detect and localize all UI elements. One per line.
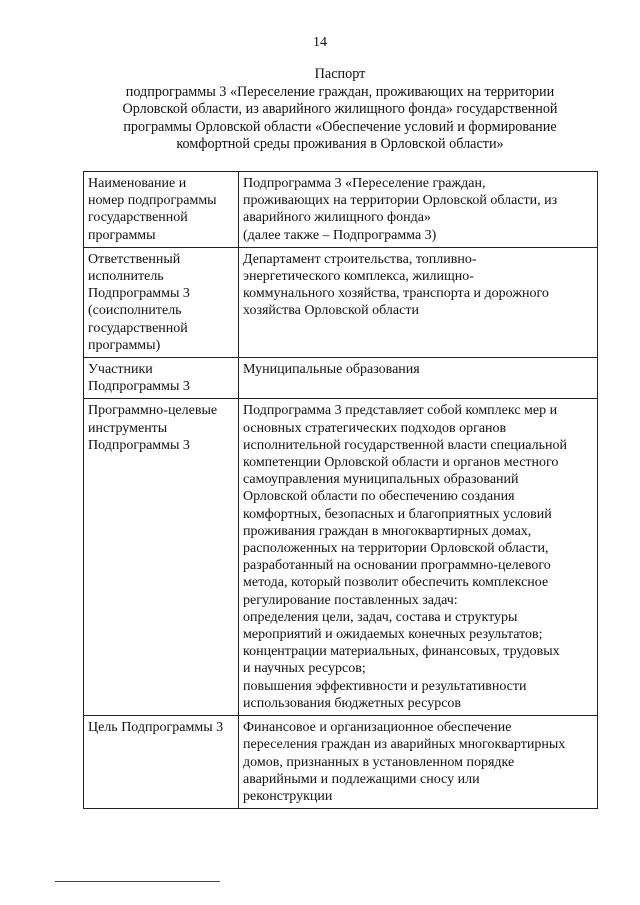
label-line: программы) — [88, 337, 161, 353]
title-line: подпрограммы 3 «Переселение граждан, проживающих на территории — [125, 83, 555, 100]
table-row-name — [84, 172, 598, 248]
value-line: исполнительной государственной власти специальной — [243, 437, 567, 453]
label-line: Подпрограммы 3 — [88, 379, 190, 395]
label-cell — [84, 399, 239, 716]
value-line: Департамент строительства, топливно- — [243, 251, 477, 267]
value-line: метода, который позволит обеспечить комплексное — [243, 575, 549, 591]
value-line: мероприятий и ожидаемых конечных результатов; — [243, 627, 543, 643]
value-line: аварийного жилищного фонда» — [243, 210, 431, 226]
value-cell — [239, 358, 598, 399]
value-line: переселения граждан из аварийных многоквартирных — [243, 737, 566, 753]
label-line: программы — [88, 227, 156, 243]
value-line: реконструкции — [243, 788, 333, 804]
label-line: инструменты — [88, 420, 168, 436]
title-line: программы Орловской области «Обеспечение условий и формирование — [123, 118, 557, 135]
value-line: расположенных на территории Орловской области, — [243, 541, 549, 557]
value-line: коммунального хозяйства, транспорта и дорожного — [243, 286, 549, 302]
value-line: разработанный на основании программно-целевого — [243, 558, 551, 574]
value-line: использования бюджетных ресурсов — [243, 695, 462, 711]
label-line: Участники — [88, 362, 153, 378]
footnote-divider — [55, 881, 220, 882]
label-line: номер подпрограммы — [88, 193, 217, 209]
value-line: Финансовое и организационное обеспечение — [243, 720, 512, 736]
value-line: домов, признанных в установленном порядке — [243, 754, 515, 770]
label-line: Наименование и — [88, 176, 187, 191]
label-line: государственной — [88, 210, 188, 226]
value-line: проживания граждан в многоквартирных домах, — [243, 523, 532, 539]
value-line: регулирование поставленных задач: — [243, 592, 458, 608]
table-row-executor — [84, 247, 598, 357]
value-line: основных стратегических подходов органов — [243, 420, 507, 436]
label-cell — [84, 172, 239, 248]
label-line: государственной — [88, 320, 188, 336]
value-line: комфортных, безопасных и благоприятных условий — [243, 506, 552, 522]
value-cell — [239, 247, 598, 357]
value-cell — [239, 716, 598, 809]
label-line: Программно-целевые — [88, 403, 218, 419]
value-line: концентрации материальных, финансовых, трудовых — [243, 644, 560, 660]
value-line: Подпрограмма 3 «Переселение граждан, — [243, 176, 486, 191]
label-line: исполнитель — [88, 269, 164, 285]
title-line: Орловской области, из аварийного жилищного фонда» государственной — [122, 101, 558, 118]
value-line: Орловской области по обеспечению создания — [243, 489, 515, 505]
passport-table — [83, 171, 598, 809]
table-row-instruments — [84, 399, 598, 716]
table-row-goal — [84, 716, 598, 809]
value-cell — [239, 399, 598, 716]
value-line: определения цели, задач, состава и структуры — [243, 609, 518, 625]
label-line: Подпрограммы 3 — [88, 437, 190, 453]
page-number: 14 — [313, 35, 327, 50]
value-line: Подпрограмма 3 представляет собой комплекс мер и — [243, 403, 558, 419]
label-cell — [84, 716, 239, 809]
value-line: аварийными и подлежащими сносу или — [243, 771, 480, 787]
value-line: Муниципальные образования — [243, 362, 420, 378]
value-line: проживающих на территории Орловской области, из — [243, 193, 558, 209]
value-line: хозяйства Орловской области — [243, 303, 419, 319]
value-line: энергетического комплекса, жилищно- — [243, 269, 474, 285]
title-heading: Паспорт — [314, 66, 366, 82]
value-line: (далее также – Подпрограмма 3) — [243, 227, 437, 243]
label-cell — [84, 247, 239, 357]
label-line: Подпрограммы 3 — [88, 286, 190, 302]
title-line: комфортной среды проживания в Орловской области» — [176, 136, 504, 153]
label-cell — [84, 358, 239, 399]
label-line: Цель Подпрограммы 3 — [88, 720, 224, 736]
value-cell — [239, 172, 598, 248]
value-line: самоуправления муниципальных образований — [243, 472, 519, 488]
value-line: компетенции Орловской области и органов местного — [243, 455, 559, 471]
value-line: повышения эффективности и результативности — [243, 678, 527, 694]
value-line: и научных ресурсов; — [243, 661, 366, 677]
document-title — [70, 66, 610, 154]
label-line: (соисполнитель — [88, 303, 182, 319]
label-line: Ответственный — [88, 251, 181, 267]
table-row-participants — [84, 358, 598, 399]
